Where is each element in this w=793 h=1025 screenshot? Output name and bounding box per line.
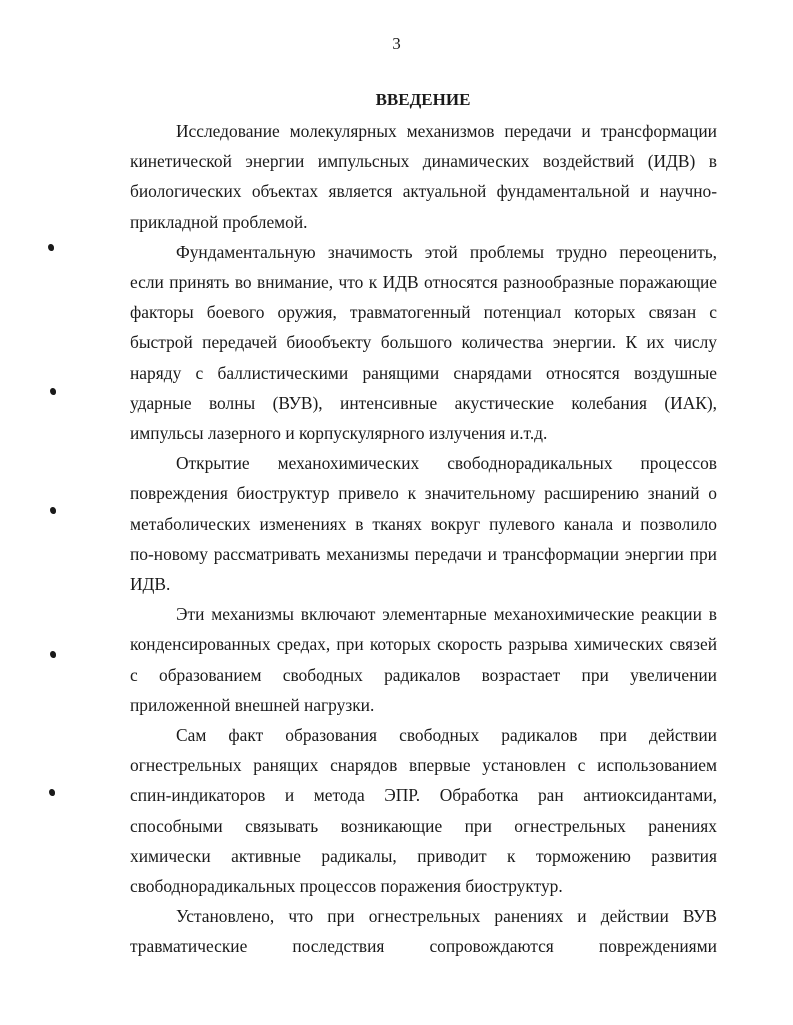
text-line: кинетической энергии импульсных динамических воздействий (ИДВ) в <box>130 151 717 172</box>
text-line: повреждения биоструктур привело к значительному расширению знаний о <box>130 483 717 504</box>
page-number: 3 <box>392 34 401 53</box>
text-line: спин-индикаторов и метода ЭПР. Обработка ран антиоксидантами, <box>130 785 717 806</box>
text-line: с образованием свободных радикалов возрастает при увеличении <box>130 664 717 685</box>
text-line: импульсы лазерного и корпускулярного излучения и.т.д. <box>130 423 548 444</box>
text-line: факторы боевого оружия, травматогенный потенциал которых связан с <box>130 302 717 323</box>
text-line: метаболических изменениях в тканях вокруг пулевого канала и позволило <box>130 513 717 534</box>
text-line: Исследование молекулярных механизмов передачи и трансформации <box>176 121 717 141</box>
text-line: ИДВ. <box>130 574 171 595</box>
text-line: Сам факт образования свободных радикалов при действии <box>176 725 717 746</box>
text-line: по-новому рассматривать механизмы передачи и трансформации энергии при <box>130 543 717 564</box>
text-line: конденсированных средах, при которых скорость разрыва химических связей <box>130 634 717 655</box>
text-line: способными связывать возникающие при огнестрельных ранениях <box>130 815 717 836</box>
text-line: быстрой передачей биообъекту большого количества энергии. К их числу <box>130 332 717 353</box>
text-line: приложенной внешней нагрузки. <box>130 694 375 715</box>
body-text <box>130 116 717 962</box>
margin-mark <box>49 789 55 796</box>
text-line: свободнорадикальных процессов поражения биоструктур. <box>130 876 563 897</box>
paragraph <box>130 237 717 448</box>
text-line: травматические последствия сопровождаются повреждениями <box>130 936 717 957</box>
margin-mark <box>50 651 56 658</box>
text-line: биологических объектах является актуальной фундаментальной и научно- <box>130 181 717 202</box>
text-line: ударные волны (ВУВ), интенсивные акустические колебания (ИАК), <box>130 392 717 413</box>
text-line: химически активные радикалы, приводит к торможению развития <box>130 845 717 866</box>
paragraph <box>130 599 717 720</box>
margin-mark <box>50 507 56 514</box>
margin-mark <box>48 244 54 251</box>
text-line: Фундаментальную значимость этой проблемы трудно переоценить, <box>176 241 717 262</box>
paragraph <box>130 448 717 599</box>
paragraph <box>130 116 717 237</box>
text-line: если принять во внимание, что к ИДВ относятся разнообразные поражающие <box>130 272 717 293</box>
section-heading: ВВЕДЕНИЕ <box>375 90 471 109</box>
text-line: Эти механизмы включают элементарные механохимические реакции в <box>176 604 717 625</box>
text-line: Установлено, что при огнестрельных ранениях и действии ВУВ <box>176 906 717 927</box>
paragraph <box>130 720 717 901</box>
text-line: Открытие механохимических свободнорадикальных процессов <box>176 453 717 474</box>
paragraph <box>130 901 717 961</box>
margin-mark <box>50 388 56 395</box>
text-line: огнестрельных ранящих снарядов впервые установлен с использованием <box>130 755 717 776</box>
text-line: наряду с баллистическими ранящими снарядами относятся воздушные <box>130 362 717 383</box>
text-line: прикладной проблемой. <box>130 211 308 232</box>
